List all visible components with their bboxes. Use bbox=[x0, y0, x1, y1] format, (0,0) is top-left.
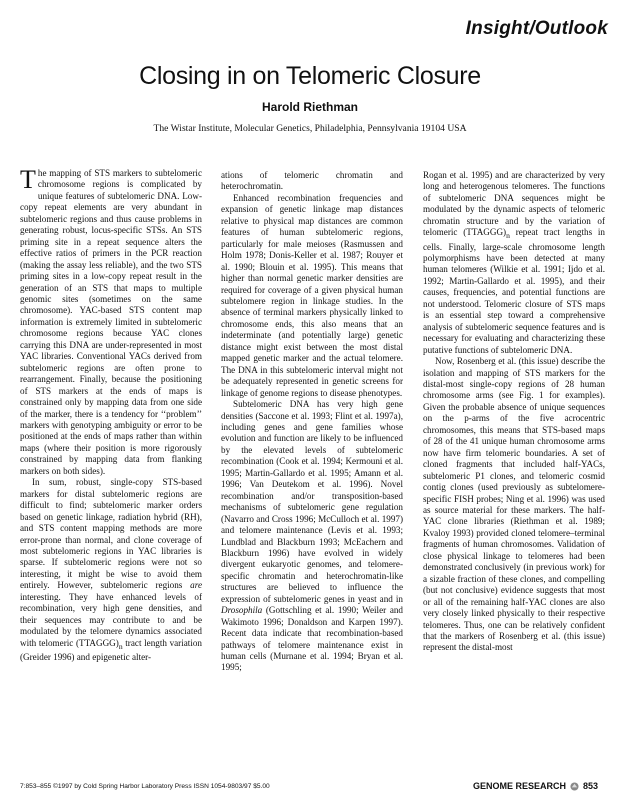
paragraph bbox=[20, 477, 202, 663]
emphasis-text: Drosophila bbox=[221, 605, 263, 616]
subscript: n bbox=[118, 641, 123, 651]
footer-citation: 7:853–855 ©1997 by Cold Spring Harbor Laboratory Press ISSN 1054-9803/97 $5.00 bbox=[20, 783, 270, 790]
subscript: n bbox=[506, 231, 510, 241]
paragraph-text: repeat tract lengths in cells. Finally, large-scale chromosome length polymorphisms have been detected at many human telomeres (Wilkie et al. 1991; Ijdo et al. 1992; Martin-Gallardo et al. 1995), and their causes, frequencies, and potential functions are not understood. Telomeric closure of STS maps is an essential step toward a comprehensive analysis of subtelomeric sequence features and is necessary for evaluating and characterizing these putative functions of subtelomeric DNA. bbox=[423, 227, 605, 355]
paragraph-text: interesting. They have enhanced levels of recombination, very high gene densities, and their sequences may contribute to and be modulated by the telomere dynamics associated with telomeric (TTAGGG) bbox=[20, 591, 202, 648]
body-column-3 bbox=[423, 170, 605, 654]
paragraph bbox=[221, 399, 403, 674]
page-number: 853 bbox=[582, 781, 598, 791]
footer-journal bbox=[473, 781, 598, 791]
journal-name: GENOME RESEARCH bbox=[472, 781, 566, 791]
paragraph-text: tract length variation (Greider 1996) and epigenetic alter- bbox=[20, 637, 202, 662]
paragraph-text: Subtelomeric DNA has very high gene densities (Saccone et al. 1993; Flint et al. 1997a), including genes and gene families whose evolution and function are likely to be influenced by the elevated levels of subtelomeric recombination (Cook et al. 1994; Kermouni et al. 1995; Martin-Gallardo et al. 1995; Amann et al. 1996; Van Deutekom et al. 1996). Novel recombination and/or transposition-based mechanisms of subtelomeric gene regulation (Navarro and Cross 1996; McCulloch et al. 1997) and telomere maintenance (Levis et al. 1993; Lundblad and Blackburn 1993; McEachern and Blackburn 1996) have evolved in widely divergent eukaryotic genomes, and telomere-specific chromatin and heterochromatin-like structures are believed to influence the expression of subtelomeric genes in yeast and in bbox=[221, 399, 403, 604]
paragraph bbox=[20, 165, 202, 477]
genome-research-logo-icon bbox=[570, 782, 579, 791]
drop-cap: T bbox=[20, 165, 36, 194]
paragraph-text: (Gottschling et al. 1990; Weiler and Wakimoto 1996; Donaldson and Karpen 1997). Recent data indicate that recombination-based pathways of telomere maintenance exist in human cells (Murnane et al. 1994; Bryan et al. 1995; bbox=[221, 605, 403, 673]
paragraph-text: In sum, robust, single-copy STS-based markers for distal subtelomeric regions are difficult to find; subtelomeric marker orders based on genetic linkage, radiation hybrid (RH), and STS content mapping methods are more error-prone than normal, and clone coverage of most subtelomeric regions in YAC libraries is sparse. If subtelomeric regions were not so interesting, it might be wise to avoid them entirely. However, subtelomeric regions bbox=[20, 477, 202, 591]
paragraph-text: Rogan et al. 1995) and are characterized by very long and heterogenous telomeres. The functions of subtelomeric DNA sequences might be modulated by the dynamic aspects of telomeric chromatin structure and by the variation of telomeric (TTAGGG) bbox=[423, 170, 605, 238]
body-column-2 bbox=[221, 170, 403, 674]
paragraph-text: he mapping of STS markers to subtelomeric chromosome regions is complicated by unique features of subtelomeric DNA. Low-copy repeat elements are very abundant in subtelomeric regions and thus cause problems in generating robust, locus-specific STSs. An STS priming site in a repeat sequence alters the effective ratios of primers in the PCR reaction (making the assay less reliable), and the two STS priming sites in a low-copy repeat result in the generation of an STS that maps to multiple genomic sites (sometimes on the same chromosome). YAC-based STS content map information is extremely limited in subtelomeric chromosome regions because YAC clones carrying this DNA are under-represented in most YAC libraries. Conventional YACs derived from subtelomeric regions are often prone to rearrangement. Finally, because the positioning of STS markers at the ends of maps is constrained only by mapping data from one side of the marker, there is a tendency for ‘‘problem’’ markers with genotyping ambiguity or error to be positioned at the ends of maps rather than within maps (where their position is more rigorously constrained by mapping data from flanking markers on both sides). bbox=[20, 168, 202, 476]
body-column-1 bbox=[20, 165, 202, 663]
paragraph: ations of telomeric chromatin and heterochromatin. bbox=[221, 170, 403, 192]
emphasis-text: are bbox=[190, 580, 202, 591]
article-title: Closing in on Telomeric Closure bbox=[139, 62, 481, 90]
section-label: Insight/Outlook bbox=[465, 18, 608, 39]
paragraph: Now, Rosenberg et al. (this issue) describe the isolation and mapping of STS markers for the distal-most single-copy regions of 28 human chromosome arms (see Fig. 1 for examples). Given the probable absence of unique sequences on the p-arms of the five acrocentric chromosomes, this means that STS-based maps of 28 of the 41 unique human chromosome arms now have firm telomeric boundaries. A set of cloned fragments that included half-YACs, subtelomeric P1 clones, and telomeric cosmid contig clones (used previously as subtelomere-specific FISH probes; Ning et al. 1996) was used as source material for these markers. The half-YAC clone libraries (Riethman et al. 1989; Kvaloy 1993) provided cloned telomere–terminal fragments of human chromosomes. Validation of close physical linkage to telomeres had been demonstrated conclusively (in previous work) for a sizable fraction of these clones, and compelling (but not conclusive) evidence suggests that most or all of the remaining half-YAC clones are also very closely linked physically to their respective telomeres. Thus, one can be relatively confident that the markers of Rosenberg et al. (this issue) represent the distal-most bbox=[423, 356, 605, 653]
paragraph: Enhanced recombination frequencies and expansion of genetic linkage map distances relative to physical map distances are common features of human subtelomeric regions, particularly for male meioses (Rasmussen and Holm 1978; Donis-Keller et al. 1987; Rouyer et al. 1990; Blouin et al. 1995). This means that higher than normal genetic marker densities are required for coverage of a given physical human subtelomere region in linkage studies. In the absence of terminal markers physically linked to chromosome ends, this also means that an indeterminate (and potentially large) genetic distance might exist between the most distal mapped genetic marker and the actual telomere. The DNA in this subtelomeric interval might not be adequately represented in genetic screens for linkage of genome regions to disease phenotypes. bbox=[221, 192, 403, 398]
author-affiliation: The Wistar Institute, Molecular Genetics, Philadelphia, Pennsylvania 19104 USA bbox=[153, 123, 467, 134]
article-author: Harold Riethman bbox=[261, 100, 358, 114]
paragraph bbox=[423, 170, 605, 356]
